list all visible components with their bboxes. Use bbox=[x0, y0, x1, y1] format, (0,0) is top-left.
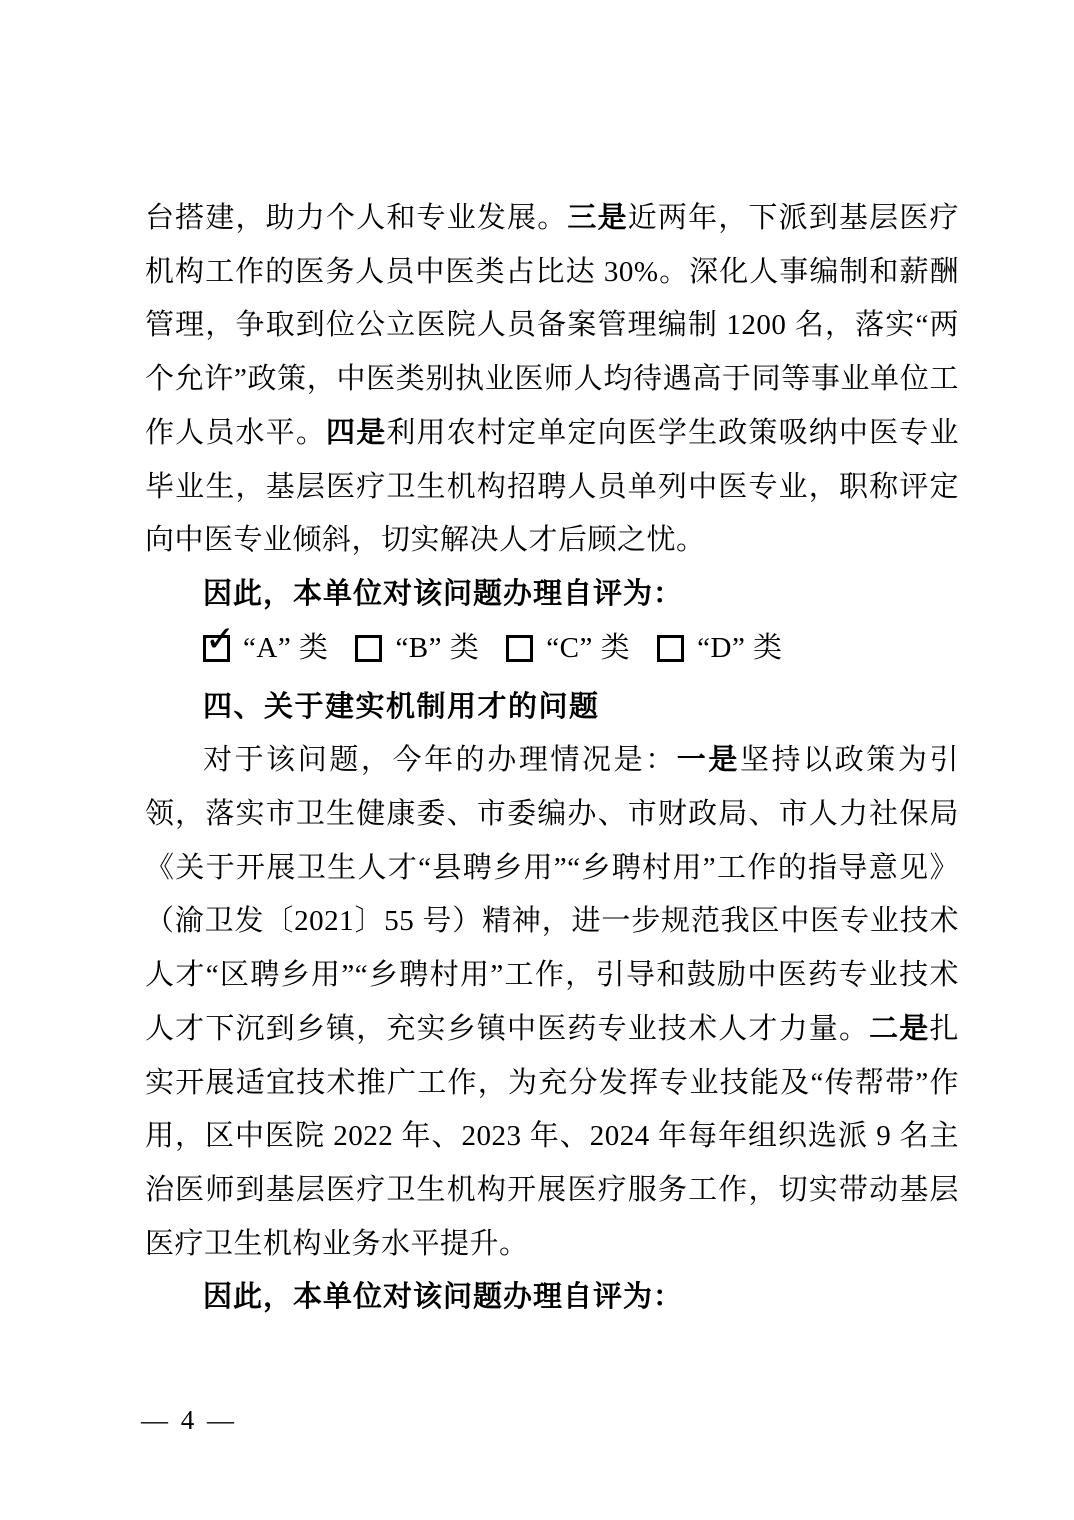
text-run: 坚持以政策为引领，落实市卫生健康委、市委编办、市财政局、市人力社保局《关于开展卫生人才“县聘乡用”“乡聘村用”工作的指导意见》（渝卫发〔2021〕55 号）精神，进一步规范我区中医专业技术人才“区聘乡用”“乡聘村用”工作，引导和鼓励中医药专业技术人才下沉到乡镇，充实乡镇中医药专业技术人才力量。 bbox=[145, 744, 959, 1045]
empty-checkbox-icon bbox=[657, 635, 684, 662]
self-evaluation-intro-line bbox=[145, 568, 959, 622]
checked-checkbox-icon bbox=[203, 618, 236, 662]
text-run: 因此，本单位对该问题办理自评为： bbox=[203, 577, 684, 610]
emphasis-run: 一是 bbox=[676, 744, 740, 777]
text-run: 对于该问题，今年的办理情况是： bbox=[203, 744, 677, 777]
page-number: — 4 — bbox=[141, 1405, 237, 1435]
text-run: 利用农村定单定向医学生政策吸纳中医专业毕业生，基层医疗卫生机构招聘人员单列中医专业，职称评定向中医专业倾斜，切实解决人才后顾之忧。 bbox=[145, 416, 959, 557]
text-run: 近两年，下派到基层医疗机构工作的医务人员中医类占比达 30%。深化人事编制和薪酬管理，争取到位公立医院人员备案管理编制 1200 名，落实“两个允许”政策，中医类别执业医师人均待遇高于同等事业单位工作人员水平。 bbox=[145, 202, 959, 449]
evaluation-option-label: “C” 类 bbox=[546, 631, 631, 664]
emphasis-run: 四、关于建实机制用才的问题 bbox=[203, 690, 600, 723]
evaluation-option-d bbox=[657, 622, 782, 676]
check-mark-glyph: ✓ bbox=[205, 618, 236, 660]
self-evaluation-intro-line-2 bbox=[145, 1271, 959, 1325]
emphasis-run: 四是 bbox=[326, 416, 387, 449]
text-run: 扎实开展适宜技术推广工作，为充分发挥专业技能及“传帮带”作用，区中医院 2022 年、2023 年、2024 年每年组织选派 9 名主治医师到基层医疗卫生机构开展医疗服务工作，切实带动基层医疗卫生机构业务水平提升。 bbox=[145, 1012, 959, 1260]
text-run: 台搭建，助力个人和专业发展。 bbox=[145, 202, 568, 234]
evaluation-option-label: “D” 类 bbox=[697, 631, 783, 664]
emphasis-run: 三是 bbox=[567, 202, 628, 234]
evaluation-option-c bbox=[506, 622, 630, 676]
paragraph-continuation bbox=[145, 192, 959, 568]
evaluation-option-a bbox=[203, 618, 329, 676]
self-evaluation-options bbox=[145, 618, 959, 681]
evaluation-option-label: “B” 类 bbox=[395, 631, 480, 664]
evaluation-option-label: “A” 类 bbox=[243, 631, 329, 664]
text-run: 因此，本单位对该问题办理自评为： bbox=[203, 1281, 684, 1314]
text-block bbox=[145, 192, 959, 1325]
paragraph-section-4 bbox=[145, 734, 959, 1271]
evaluation-option-b bbox=[355, 622, 479, 676]
empty-checkbox-icon bbox=[355, 635, 382, 662]
emphasis-run: 二是 bbox=[869, 1012, 930, 1045]
section-heading-4 bbox=[145, 681, 959, 735]
empty-checkbox-icon bbox=[506, 635, 533, 662]
